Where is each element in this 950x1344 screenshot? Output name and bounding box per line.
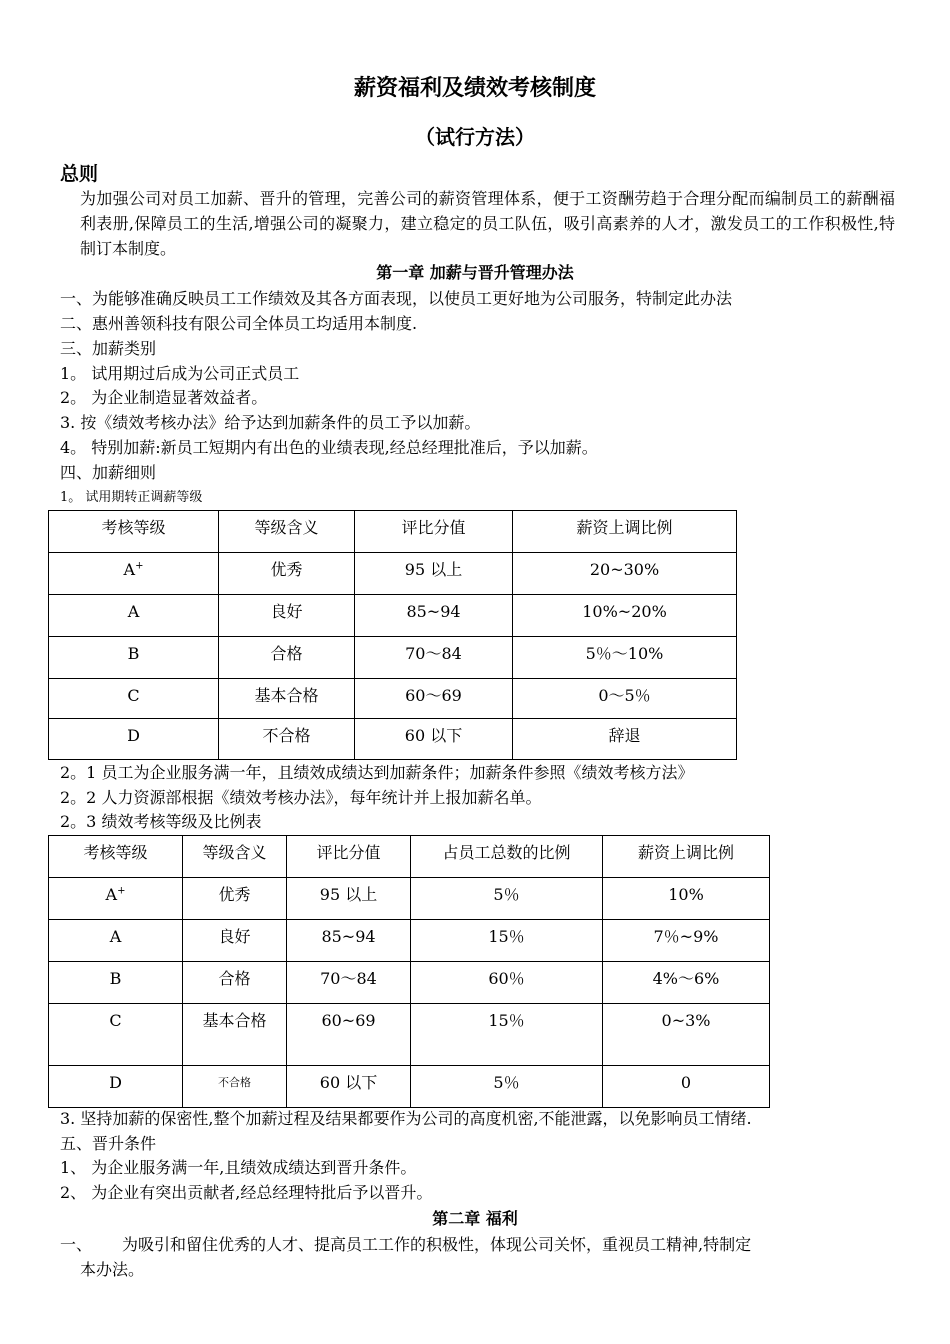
table-header-cell: 等级含义 — [219, 511, 355, 553]
performance-ratio-table — [48, 835, 770, 1108]
score-cell: 95 以上 — [287, 878, 411, 920]
document-title: 薪资福利及绩效考核制度 — [353, 75, 596, 101]
table-header-cell: 占员工总数的比例 — [411, 836, 603, 878]
table-row — [49, 920, 770, 962]
raise-cell: 10%~20% — [513, 595, 737, 637]
score-cell: 85~94 — [355, 595, 513, 637]
table-row — [49, 595, 737, 637]
grade-cell: A — [49, 920, 183, 962]
grade-cell: B — [49, 962, 183, 1004]
c2-text-line2: 本办法。 — [80, 1260, 145, 1279]
document-subtitle: （试行方法） — [415, 125, 535, 149]
grade-cell: A+ — [49, 878, 183, 920]
mid-line: 2。3 绩效考核等级及比例表 — [60, 812, 262, 831]
c1-line: 3. 按《绩效考核办法》给予达到加薪条件的员工予以加薪。 — [60, 413, 481, 432]
grade-cell: A+ — [49, 553, 219, 595]
raise-cell: 0～5％ — [513, 679, 737, 719]
table-row — [49, 637, 737, 679]
share-cell: 60％ — [411, 962, 603, 1004]
score-cell: 70～84 — [355, 637, 513, 679]
meaning-cell: 良好 — [183, 920, 287, 962]
table-header-row — [49, 511, 737, 553]
meaning-cell: 优秀 — [183, 878, 287, 920]
c1-line: 三、加薪类别 — [60, 339, 157, 358]
meaning-cell: 不合格 — [219, 719, 355, 760]
table-header-row — [49, 836, 770, 878]
raise-cell: 7％~9% — [603, 920, 770, 962]
table-row — [49, 553, 737, 595]
meaning-cell: 基本合格 — [183, 1004, 287, 1066]
score-cell: 60～69 — [355, 679, 513, 719]
meaning-cell: 良好 — [219, 595, 355, 637]
raise-cell: 20~30% — [513, 553, 737, 595]
table-header-cell: 考核等级 — [49, 836, 183, 878]
table-header-cell: 薪资上调比例 — [513, 511, 737, 553]
score-cell: 95 以上 — [355, 553, 513, 595]
general-heading: 总则 — [60, 163, 99, 185]
c2-paragraph — [60, 1232, 895, 1282]
intro-paragraph: 为加强公司对员工加薪、晋升的管理，完善公司的薪资管理体系，便于工资酬劳趋于合理分配而编制员工的薪酬福利表册,保障员工的生活,增强公司的凝聚力，建立稳定的员工队伍，吸引高素养的人才，激发员工的工作积极性,特制订本制度。 — [80, 189, 895, 258]
grade-cell: A — [49, 595, 219, 637]
raise-cell: 10% — [603, 878, 770, 920]
table-header-cell: 考核等级 — [49, 511, 219, 553]
c1-line: 4。 特别加薪:新员工短期内有出色的业绩表现,经总经理批准后，予以加薪。 — [60, 438, 598, 457]
grade-cell: C — [49, 1004, 183, 1066]
table-header-cell: 薪资上调比例 — [603, 836, 770, 878]
chapter-2-heading: 第二章 福利 — [432, 1209, 518, 1228]
grade-cell: D — [49, 719, 219, 760]
meaning-cell: 合格 — [219, 637, 355, 679]
c1-line: 1。 试用期过后成为公司正式员工 — [60, 364, 300, 383]
score-cell: 60 以下 — [287, 1066, 411, 1108]
table-row — [49, 1066, 770, 1108]
c2-text-line1: 为吸引和留住优秀的人才、提高员工工作的积极性，体现公司关怀，重视员工精神,特制定 — [122, 1235, 752, 1254]
table-row — [49, 719, 737, 760]
c2-mark: 一、 — [60, 1235, 93, 1254]
c1-line: 四、加薪细则 — [60, 463, 157, 482]
post-line: 1、 为企业服务满一年,且绩效成绩达到晋升条件。 — [60, 1158, 417, 1177]
table-header-cell: 评比分值 — [287, 836, 411, 878]
raise-cell: 4%～6% — [603, 962, 770, 1004]
share-cell: 5％ — [411, 878, 603, 920]
share-cell: 15％ — [411, 920, 603, 962]
mid-line: 2。1 员工为企业服务满一年，且绩效成绩达到加薪条件；加薪条件参照《绩效考核方法》 — [60, 763, 694, 782]
raise-cell: 5％～10% — [513, 637, 737, 679]
table-row — [49, 679, 737, 719]
table-row — [49, 878, 770, 920]
score-cell: 60 以下 — [355, 719, 513, 760]
table1-caption: 1。 试用期转正调薪等级 — [60, 490, 203, 505]
mid-line: 2。2 人力资源部根据《绩效考核办法》，每年统计并上报加薪名单。 — [60, 788, 542, 807]
score-cell: 85~94 — [287, 920, 411, 962]
c1-line: 二、惠州善领科技有限公司全体员工均适用本制度. — [60, 314, 418, 333]
score-cell: 60~69 — [287, 1004, 411, 1066]
chapter-1-heading: 第一章 加薪与晋升管理办法 — [376, 263, 574, 282]
raise-cell: 辞退 — [513, 719, 737, 760]
share-cell: 15％ — [411, 1004, 603, 1066]
meaning-cell: 基本合格 — [219, 679, 355, 719]
table-row — [49, 1004, 770, 1066]
grade-cell: B — [49, 637, 219, 679]
post-line: 五、晋升条件 — [60, 1134, 157, 1153]
post-line: 3. 坚持加薪的保密性,整个加薪过程及结果都要作为公司的高度机密,不能泄露，以免影响员工情绪. — [60, 1109, 752, 1128]
meaning-cell: 不合格 — [183, 1066, 287, 1108]
c1-line: 一、为能够准确反映员工工作绩效及其各方面表现，以使员工更好地为公司服务，特制定此办法 — [60, 289, 733, 308]
post-line: 2、 为企业有突出贡献者,经总经理特批后予以晋升。 — [60, 1183, 433, 1202]
score-cell: 70～84 — [287, 962, 411, 1004]
probation-raise-table — [48, 510, 737, 760]
c1-line: 2。 为企业制造显著效益者。 — [60, 388, 268, 407]
meaning-cell: 优秀 — [219, 553, 355, 595]
grade-cell: D — [49, 1066, 183, 1108]
meaning-cell: 合格 — [183, 962, 287, 1004]
raise-cell: 0 — [603, 1066, 770, 1108]
raise-cell: 0~3% — [603, 1004, 770, 1066]
grade-cell: C — [49, 679, 219, 719]
table-row — [49, 962, 770, 1004]
table-header-cell: 评比分值 — [355, 511, 513, 553]
share-cell: 5％ — [411, 1066, 603, 1108]
table-header-cell: 等级含义 — [183, 836, 287, 878]
